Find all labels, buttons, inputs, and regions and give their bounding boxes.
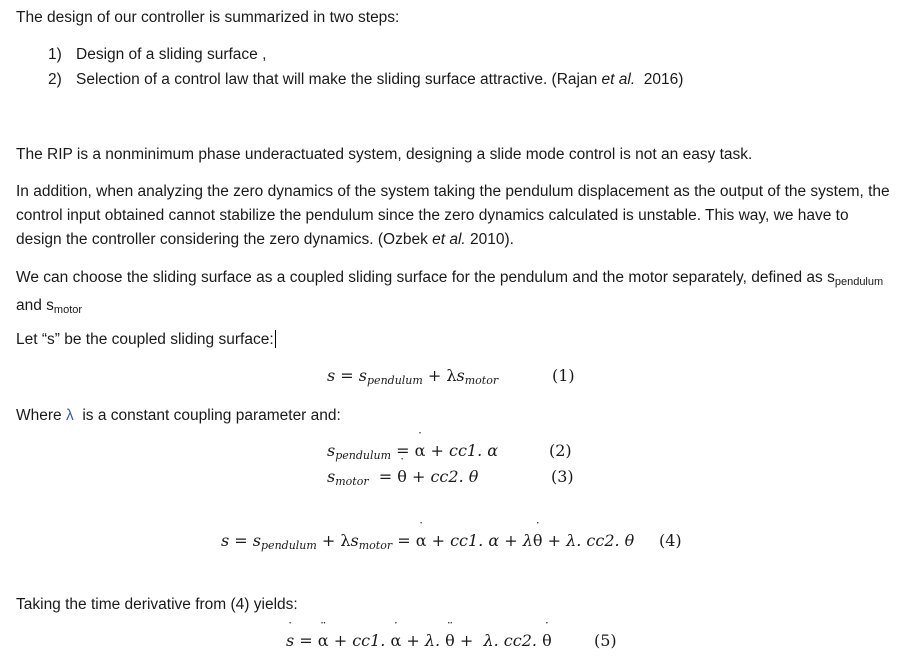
subscript-motor: motor (53, 304, 83, 316)
list-text: Selection of a control law that will make the sliding surface attractive. (Rajan (76, 71, 602, 88)
citation-year: 2010). (465, 231, 514, 248)
list-item-1 (48, 43, 266, 67)
list-number: 1) (48, 46, 62, 63)
equation-number-1: (1) (552, 366, 575, 385)
eq-sub: pendulum (335, 449, 392, 462)
eq-sub: motor (358, 539, 393, 552)
eq-op: = (368, 467, 398, 486)
eq-alpha-dot: ˙ α (390, 631, 401, 650)
paragraph-text: We can choose the sliding surface as a coupled sliding surface for the pendulum and the motor separately, defined as (16, 269, 828, 286)
where-text: Where (16, 407, 66, 424)
paragraph-zero-dynamics (16, 180, 896, 252)
equation-number-2: (2) (549, 441, 572, 460)
paragraph-let (16, 328, 896, 352)
eq-theta-ddot: ¨ θ (445, 631, 455, 650)
eq-term: + cc2. θ (406, 467, 479, 486)
eq-symbol: s (327, 441, 336, 460)
citation-etal: et al. (432, 231, 466, 248)
eq-sub: pendulum (261, 539, 317, 552)
where-text: is a constant coupling parameter and: (73, 407, 341, 424)
symbol-s: s (827, 269, 835, 286)
eq-sub: pendulum (367, 374, 423, 387)
eq-term: + λ. cc2. θ (542, 531, 635, 550)
eq-op: + λ (422, 366, 457, 385)
symbol-s: s (46, 297, 54, 314)
subscript-pendulum: pendulum (834, 276, 884, 288)
eq-term: + cc1. (328, 631, 391, 650)
eq-symbol: s (358, 366, 368, 385)
eq-op: = (294, 631, 318, 650)
eq-lhs: s = (221, 531, 248, 550)
equation-number-5: (5) (594, 631, 617, 650)
eq-term: + cc1. α (425, 441, 499, 460)
eq-theta-dot: ˙ θ (397, 467, 407, 486)
eq-theta-dot: ˙ θ (542, 631, 552, 650)
paragraph-derivative: Taking the time derivative from (4) yields: (16, 596, 298, 613)
citation-etal: et al. (601, 71, 636, 88)
equation-4 (221, 531, 634, 552)
list-item-2 (48, 68, 683, 92)
let-text: Let “s” be the coupled sliding surface: (16, 331, 274, 348)
eq-op: = (391, 441, 415, 460)
eq-op: + λ (316, 531, 351, 550)
eq-op: = (392, 531, 416, 550)
equation-1 (327, 366, 498, 387)
paragraph-text: In addition, when analyzing the zero dynamics of the system taking the pendulum displacement as the output of the system, the control input obtained cannot stabilize the pendulum since the zero dynamics calculated is unstable. This way, we have to design the controller considering the zero dynamics. (Ozbek (16, 183, 890, 248)
eq-alpha-dot: ˙ α (415, 441, 426, 460)
eq-s-dot: ˙ s (286, 631, 294, 650)
intro-text: The design of our controller is summarized in two steps: (16, 9, 400, 26)
eq-symbol: s (252, 531, 262, 550)
equation-2 (327, 441, 498, 462)
conjunction: and (16, 297, 47, 314)
eq-alpha-dot: ˙ α (416, 531, 427, 550)
eq-sub: motor (335, 475, 369, 488)
text-cursor (275, 330, 276, 348)
paragraph-where (16, 404, 896, 428)
eq-symbol: s (327, 467, 336, 486)
paragraph-sliding-choice (16, 266, 896, 322)
equation-3 (327, 467, 478, 488)
eq-theta-dot: ˙ θ (533, 531, 543, 550)
eq-alpha-ddot: ¨ α (318, 631, 329, 650)
list-text: Design of a sliding surface , (76, 46, 267, 63)
citation-year: 2016) (635, 71, 684, 88)
equation-number-3: (3) (551, 467, 574, 486)
eq-term: + λ. cc2. (454, 631, 543, 650)
eq-sub: motor (464, 374, 499, 387)
equation-5 (286, 631, 552, 650)
eq-symbol: s (456, 366, 465, 385)
eq-lhs: s = (327, 366, 354, 385)
eq-term: + λ. (401, 631, 446, 650)
paragraph-rip: The RIP is a nonminimum phase underactuated system, designing a slide mode control is not an easy task. (16, 146, 753, 163)
lambda-symbol: λ (65, 407, 74, 424)
equation-number-4: (4) (659, 531, 682, 550)
eq-symbol: s (350, 531, 359, 550)
list-number: 2) (48, 71, 62, 88)
eq-term: + cc1. α + λ (426, 531, 533, 550)
